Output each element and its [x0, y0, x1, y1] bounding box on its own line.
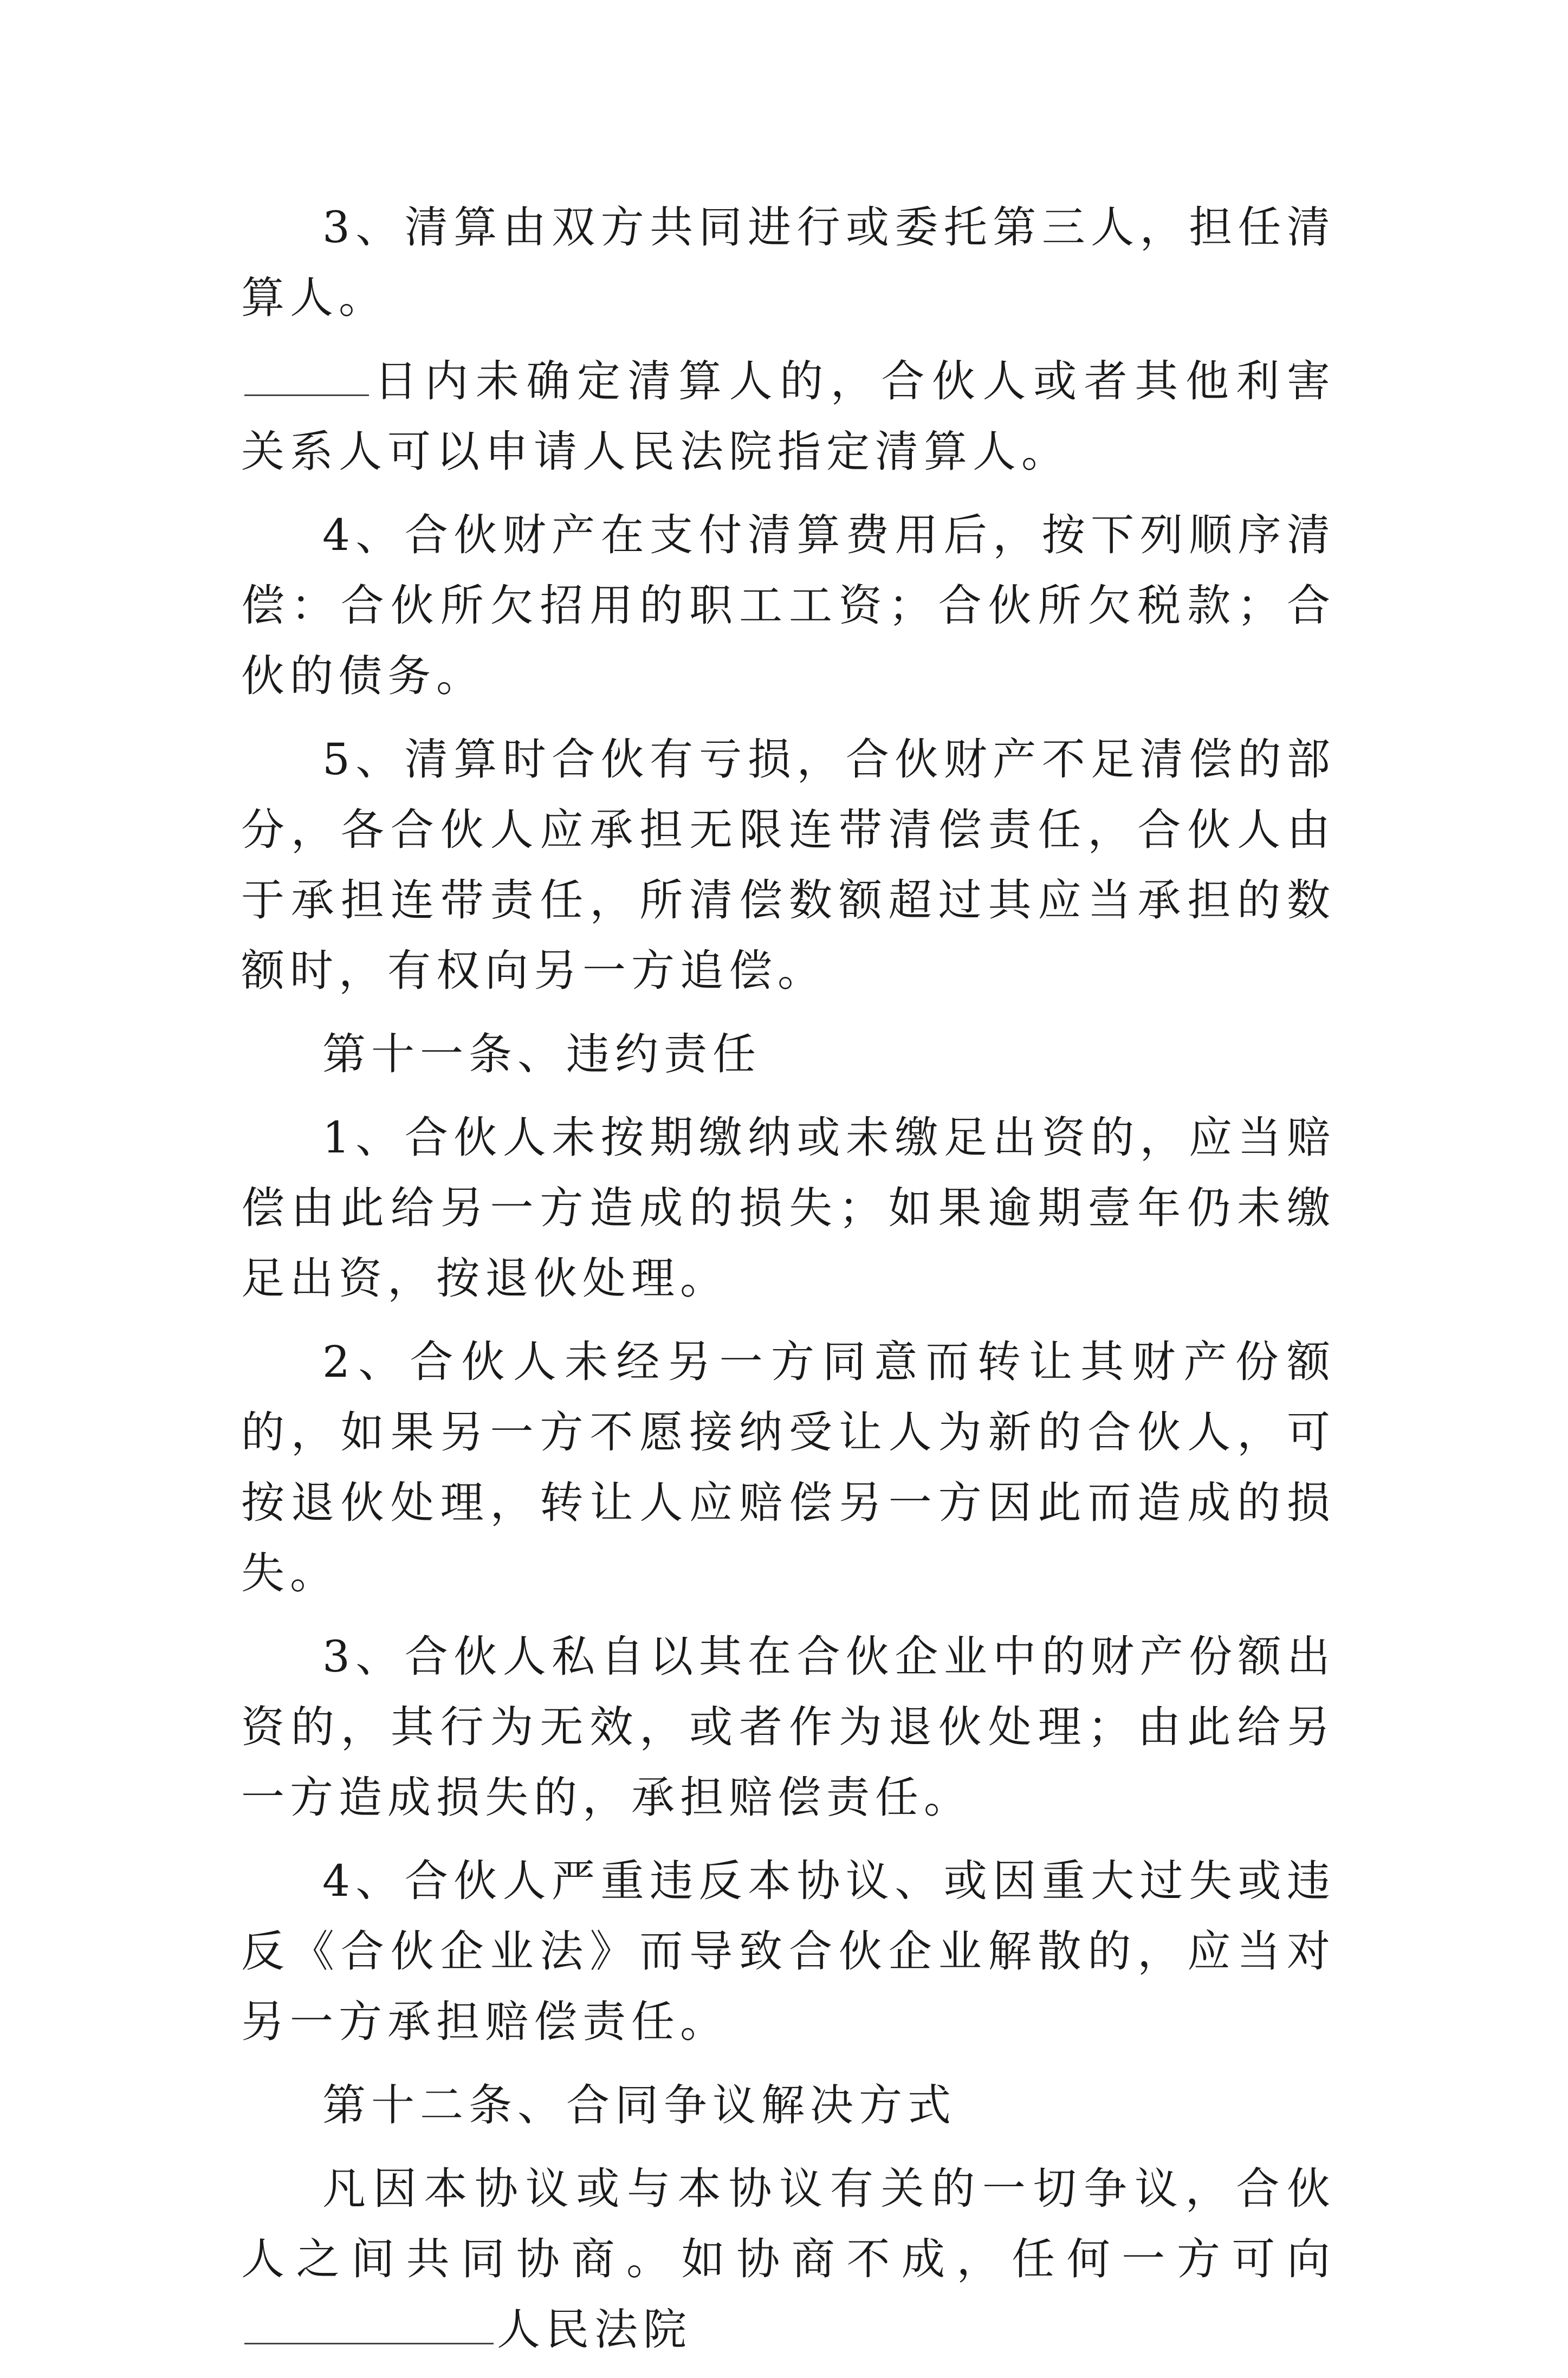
article-11-heading	[241, 1019, 1336, 1090]
paragraph-text: 日内未确定清算人的，合伙人或者其他利害关系人可以申请人民法院指定清算人。	[241, 356, 1336, 477]
heading-text: 第十二条、合同争议解决方式	[322, 2080, 956, 2130]
paragraph-text: 5、清算时合伙有亏损，合伙财产不足清偿的部分，各合伙人应承担无限连带清偿责任，合伙人由于承担连带责任，所清偿数额超过其应当承担的数额时，有权向另一方追偿。	[241, 734, 1336, 996]
paragraph-text: 2、合伙人未经另一方同意而转让其财产份额的，如果另一方不愿接纳受让人为新的合伙人，可按退伙处理，转让人应赔偿另一方因此而造成的损失。	[241, 1337, 1336, 1598]
paragraph-liquidator-deadline	[241, 346, 1336, 487]
paragraph-breach-4	[241, 1846, 1336, 2057]
fill-in-blank-days[interactable]	[244, 357, 369, 396]
paragraph-dispute-resolution	[241, 2154, 1336, 2365]
paragraph-breach-2	[241, 1327, 1336, 1609]
paragraph-text: 3、清算由双方共同进行或委托第三人，担任清算人。	[241, 202, 1336, 323]
heading-text: 第十一条、违约责任	[322, 1029, 761, 1079]
document-body	[241, 192, 1336, 2378]
fill-in-blank-court[interactable]	[244, 2305, 494, 2344]
paragraph-breach-3	[241, 1622, 1336, 1833]
paragraph-text: 4、合伙人严重违反本协议、或因重大过失或违反《合伙企业法》而导致合伙企业解散的，应当对另一方承担赔偿责任。	[241, 1856, 1336, 2047]
paragraph-text: 4、合伙财产在支付清算费用后，按下列顺序清偿：合伙所欠招用的职工工资；合伙所欠税款；合伙的债务。	[241, 510, 1336, 701]
paragraph-liquidation-5	[241, 724, 1336, 1006]
paragraph-text: 3、合伙人私自以其在合伙企业中的财产份额出资的，其行为无效，或者作为退伙处理；由此给另一方造成损失的，承担赔偿责任。	[241, 1631, 1336, 1823]
article-12-heading	[241, 2070, 1336, 2141]
paragraph-liquidation-3	[241, 192, 1336, 333]
paragraph-text: 人民法院	[497, 2304, 692, 2355]
paragraph-text: 凡因本协议或与本协议有关的一切争议，合伙人之间共同协商。如协商不成，任何一方可向	[241, 2163, 1336, 2284]
paragraph-liquidation-4	[241, 500, 1336, 711]
paragraph-breach-1	[241, 1103, 1336, 1314]
paragraph-text: 1、合伙人未按期缴纳或未缴足出资的，应当赔偿由此给另一方造成的损失；如果逾期壹年仍未缴足出资，按退伙处理。	[241, 1112, 1336, 1304]
